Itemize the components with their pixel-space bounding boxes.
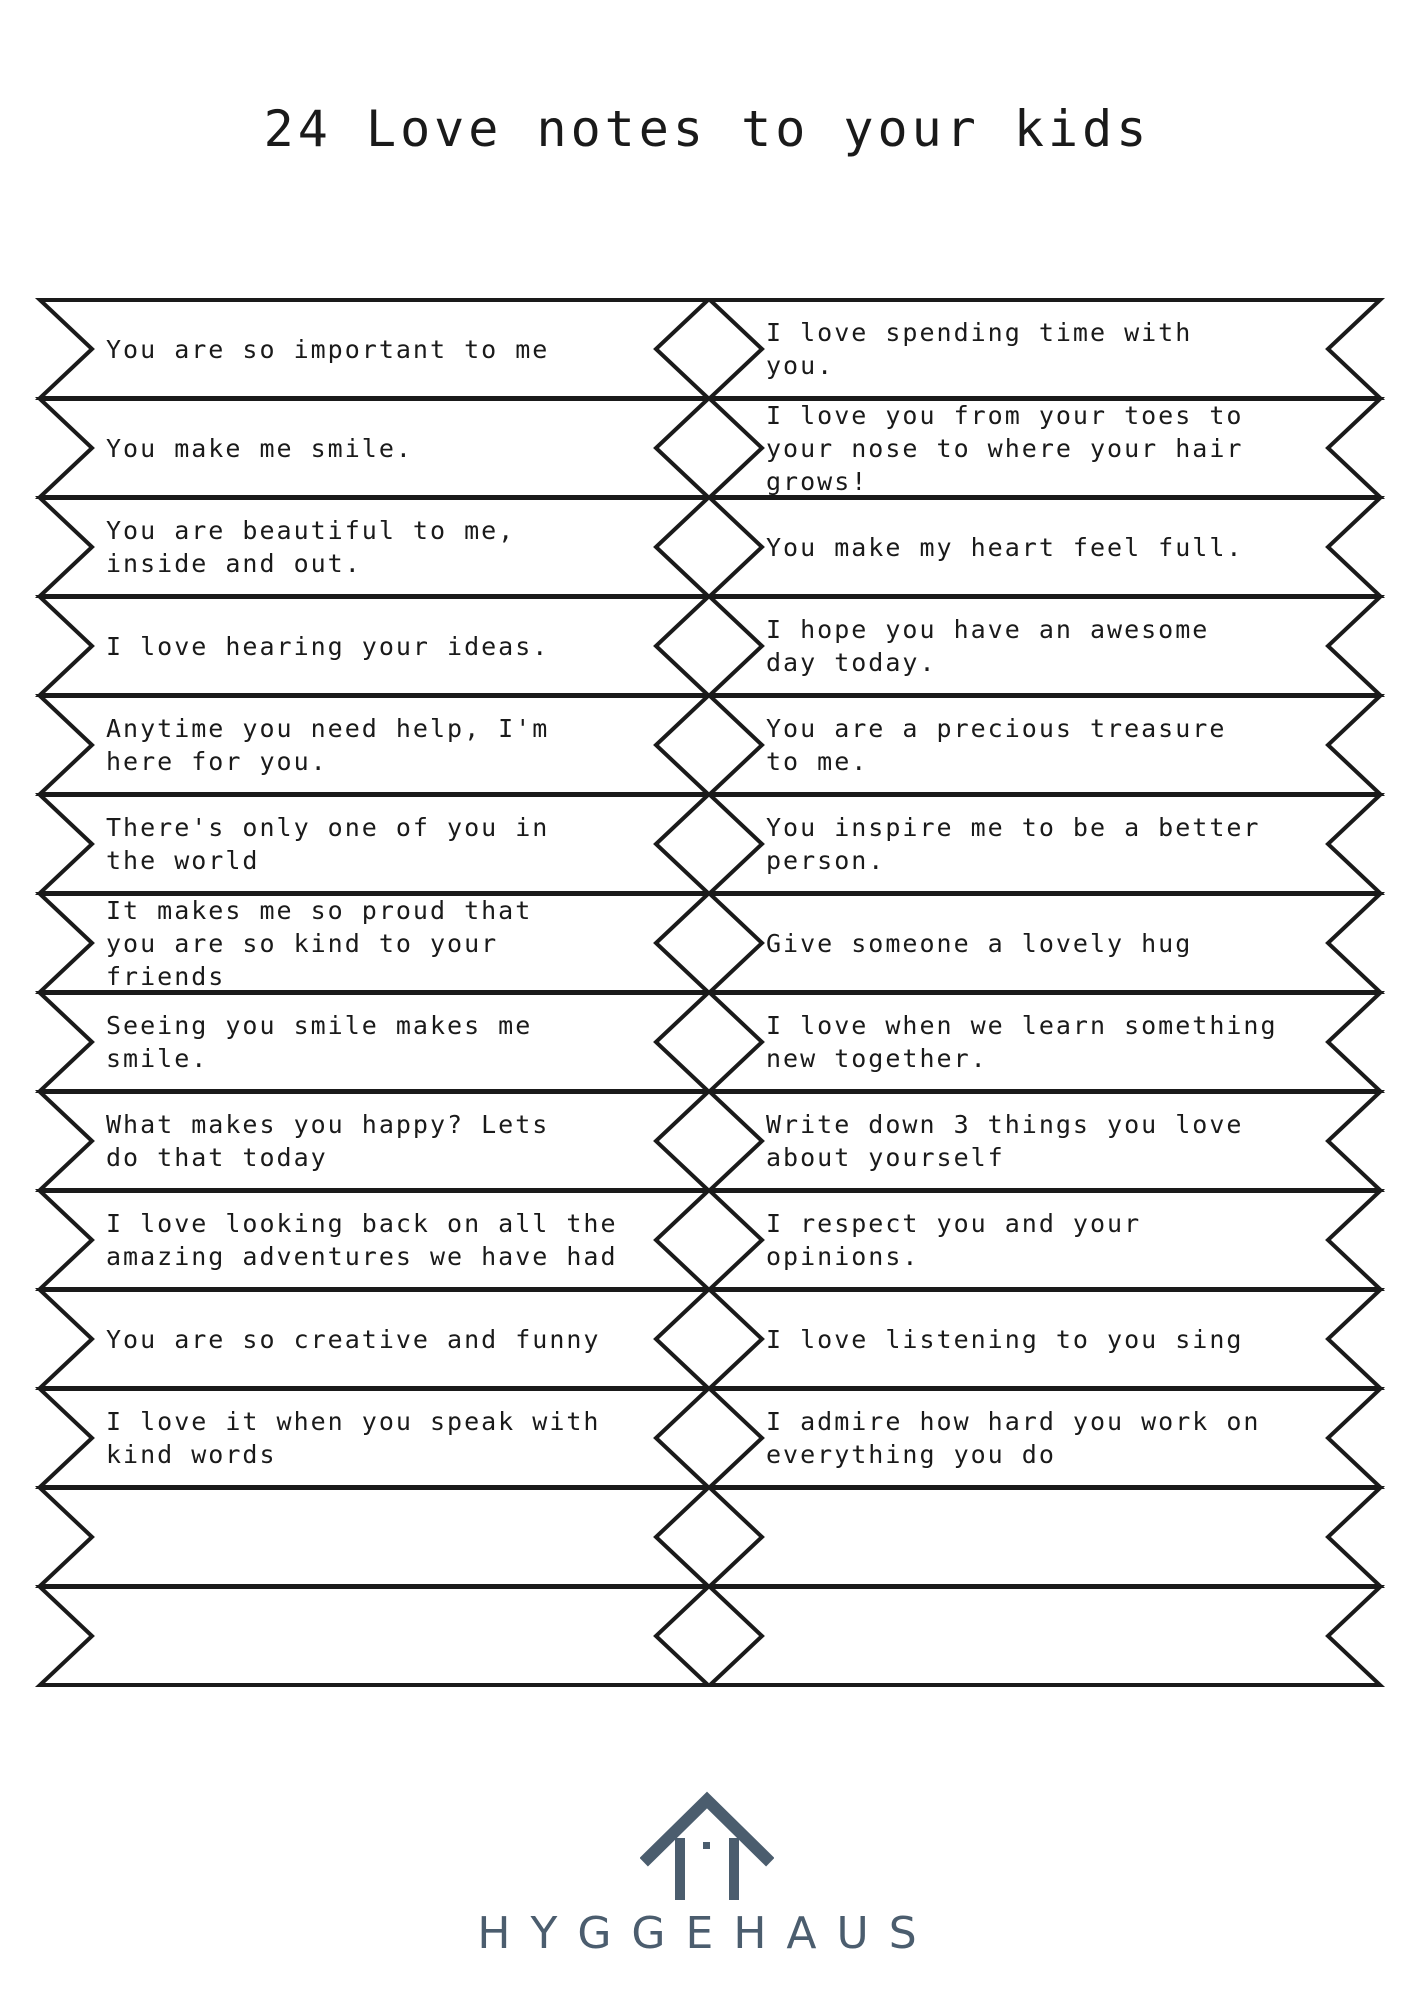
love-note-text: You are beautiful to me, inside and out.	[106, 516, 516, 578]
love-note-text	[766, 1488, 1366, 1586]
love-note-banner	[40, 894, 708, 992]
love-note-text: I love listening to you sing	[766, 1324, 1244, 1354]
love-note-text: Write down 3 things you love about yourself	[766, 1110, 1244, 1172]
love-note-text: I love you from your toes to your nose to where your hair grows!	[766, 400, 1244, 496]
love-note-banner	[40, 1587, 708, 1685]
love-note-text: You make me smile.	[106, 433, 413, 463]
love-note-text: You are so creative and funny	[106, 1324, 601, 1354]
love-note-text: I hope you have an awesome day today.	[766, 615, 1210, 677]
love-note-banner	[710, 597, 1380, 695]
love-note-banner	[40, 993, 708, 1091]
love-note-text: There's only one of you in the world	[106, 813, 550, 875]
love-note-banner	[40, 1488, 708, 1586]
love-note-banner	[710, 894, 1380, 992]
page-title: 24 Love notes to your kids	[263, 100, 1151, 158]
love-note-text: I respect you and your opinions.	[766, 1209, 1142, 1271]
love-note-banner	[40, 795, 708, 893]
love-note-text: I love it when you speak with kind words	[106, 1407, 601, 1469]
love-note-text: What makes you happy? Lets do that today	[106, 1110, 550, 1172]
logo-wordmark: HYGGEHAUS	[477, 1908, 937, 1959]
love-note-text: It makes me so proud that you are so kind to your friends	[106, 895, 533, 991]
love-note-banner	[40, 399, 708, 497]
love-note-text: I love hearing your ideas.	[106, 631, 550, 661]
love-note-banner	[40, 1389, 708, 1487]
love-note-banner	[40, 300, 708, 398]
love-note-banner	[40, 597, 708, 695]
love-note-text: Seeing you smile makes me smile.	[106, 1011, 533, 1073]
love-note-banner	[710, 1488, 1380, 1586]
love-note-banner	[710, 1389, 1380, 1487]
love-note-banner	[40, 1290, 708, 1388]
love-note-banner	[40, 1092, 708, 1190]
love-note-banner	[710, 795, 1380, 893]
house-icon	[640, 1790, 774, 1900]
love-note-text: You inspire me to be a better person.	[766, 813, 1261, 875]
love-note-text: I love looking back on all the amazing adventures we have had	[106, 1209, 618, 1271]
love-note-banner	[710, 399, 1380, 497]
love-note-text: You are a precious treasure to me.	[766, 714, 1227, 776]
love-note-text: You make my heart feel full.	[766, 532, 1244, 562]
love-note-banner	[40, 696, 708, 794]
love-note-text	[106, 1488, 692, 1586]
love-note-text: I love when we learn something new together.	[766, 1011, 1278, 1073]
love-note-text: Give someone a lovely hug	[766, 928, 1193, 958]
love-note-text: Anytime you need help, I'm here for you.	[106, 714, 550, 776]
love-note-text: You are so important to me	[106, 334, 550, 364]
love-note-banner	[710, 300, 1380, 398]
love-note-banner	[710, 1587, 1380, 1685]
love-note-banner	[710, 1092, 1380, 1190]
love-note-banner	[710, 498, 1380, 596]
love-note-text	[766, 1587, 1366, 1685]
love-note-text	[106, 1587, 692, 1685]
love-note-banner	[710, 696, 1380, 794]
love-note-banner	[710, 1290, 1380, 1388]
love-note-text: I love spending time with you.	[766, 318, 1193, 380]
love-note-banner	[710, 993, 1380, 1091]
brand-logo	[457, 1790, 957, 1980]
love-note-text: I admire how hard you work on everything you do	[766, 1407, 1261, 1469]
love-note-banner	[40, 1191, 708, 1289]
love-note-banner	[40, 498, 708, 596]
love-note-banner	[710, 1191, 1380, 1289]
